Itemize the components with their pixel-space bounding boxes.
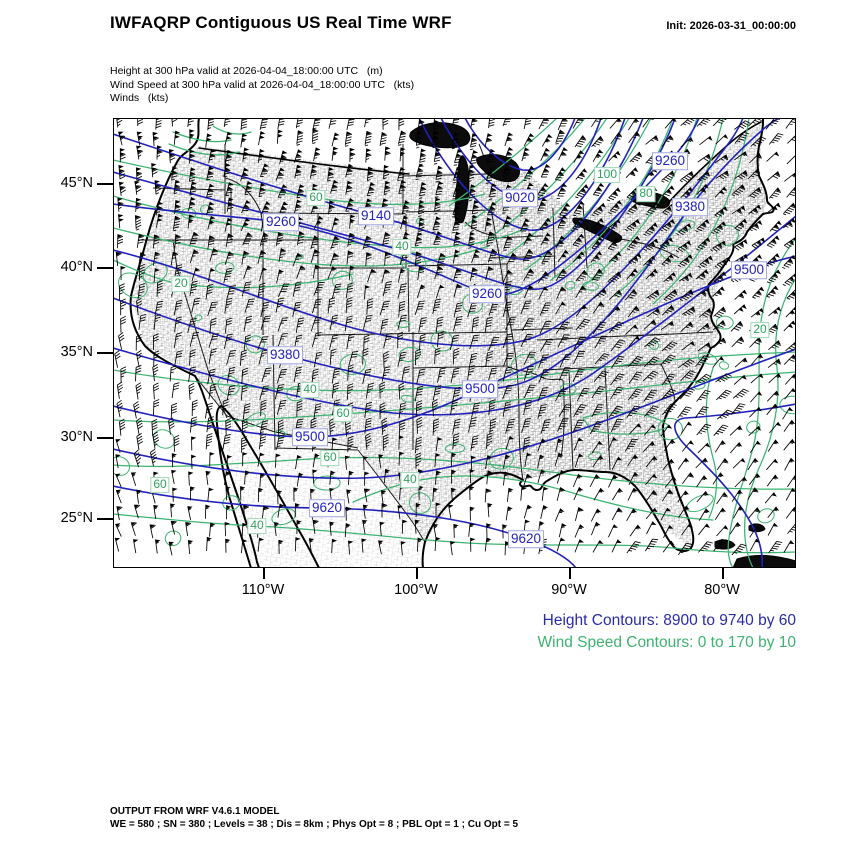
height-contour-label: 9380 — [267, 346, 303, 364]
height-contour-label: 9260 — [652, 152, 688, 170]
height-contour-label: 9380 — [672, 198, 708, 216]
height-contour-label: 9140 — [358, 207, 394, 225]
height-contour-label: 9500 — [731, 261, 767, 279]
page-title: IWFAQRP Contiguous US Real Time WRF — [110, 13, 452, 32]
lon-tick — [416, 568, 418, 579]
lat-tick — [97, 518, 113, 520]
windspeed-contour-label: 80 — [636, 186, 655, 202]
height-contour-label: 9620 — [309, 499, 345, 517]
windspeed-contour-label: 60 — [333, 406, 352, 422]
contour-legend — [538, 610, 797, 654]
lat-tick-label: 35°N — [60, 344, 93, 360]
height-contour-label: 9260 — [469, 285, 505, 303]
lat-tick-label: 40°N — [60, 259, 93, 275]
lat-tick-label: 45°N — [60, 175, 93, 191]
lat-tick-label: 30°N — [60, 429, 93, 445]
windspeed-contour-label: 60 — [306, 190, 325, 206]
map-canvas — [113, 118, 796, 568]
windspeed-contour-label: 100 — [594, 167, 620, 183]
caption-winds: Winds (kts) — [110, 92, 169, 104]
windspeed-contour-label: 20 — [750, 322, 769, 338]
lat-tick — [97, 267, 113, 269]
height-contour-label: 9500 — [292, 428, 328, 446]
footer-config-line: WE = 580 ; SN = 380 ; Levels = 38 ; Dis = 8km ; Phys Opt = 8 ; PBL Opt = 1 ; Cu Opt = 5 — [110, 818, 519, 830]
lon-tick — [263, 568, 265, 579]
lat-tick — [97, 437, 113, 439]
windspeed-contour-label: 40 — [300, 382, 319, 398]
lon-tick-label: 110°W — [241, 582, 285, 598]
windspeed-legend-text: Wind Speed Contours: 0 to 170 by 10 — [537, 634, 796, 651]
lat-tick-label: 25°N — [60, 510, 93, 526]
lon-tick — [722, 568, 724, 579]
lon-tick-label: 90°W — [551, 582, 587, 598]
lat-tick — [97, 352, 113, 354]
caption-height: Height at 300 hPa valid at 2026-04-04_18:00:00 UTC (m) — [110, 65, 383, 77]
windspeed-contour-label: 40 — [392, 239, 411, 255]
height-legend-text: Height Contours: 8900 to 9740 by 60 — [542, 612, 796, 629]
height-contour-label: 9260 — [263, 213, 299, 231]
windspeed-contour-label: 60 — [320, 450, 339, 466]
model-footer — [110, 806, 518, 831]
height-contour-label: 9620 — [508, 530, 544, 548]
caption-windspeed: Wind Speed at 300 hPa valid at 2026-04-04_18:00:00 UTC (kts) — [110, 78, 415, 91]
lon-tick-label: 100°W — [394, 582, 438, 598]
windspeed-contour-label: 40 — [400, 472, 419, 488]
lon-tick-label: 80°W — [704, 582, 740, 598]
lon-tick — [569, 568, 571, 579]
windspeed-contour-label: 20 — [171, 276, 190, 292]
lat-tick — [97, 183, 113, 185]
field-captions — [110, 65, 414, 106]
height-contour-label: 9500 — [462, 380, 498, 398]
windspeed-contour-label: 60 — [150, 477, 169, 493]
windspeed-contour-label: 40 — [247, 518, 266, 534]
footer-model-line: OUTPUT FROM WRF V4.6.1 MODEL — [110, 806, 280, 817]
init-timestamp: Init: 2026-03-31_00:00:00 — [666, 20, 796, 32]
map-plot — [113, 118, 796, 568]
height-contour-label: 9020 — [502, 189, 538, 207]
